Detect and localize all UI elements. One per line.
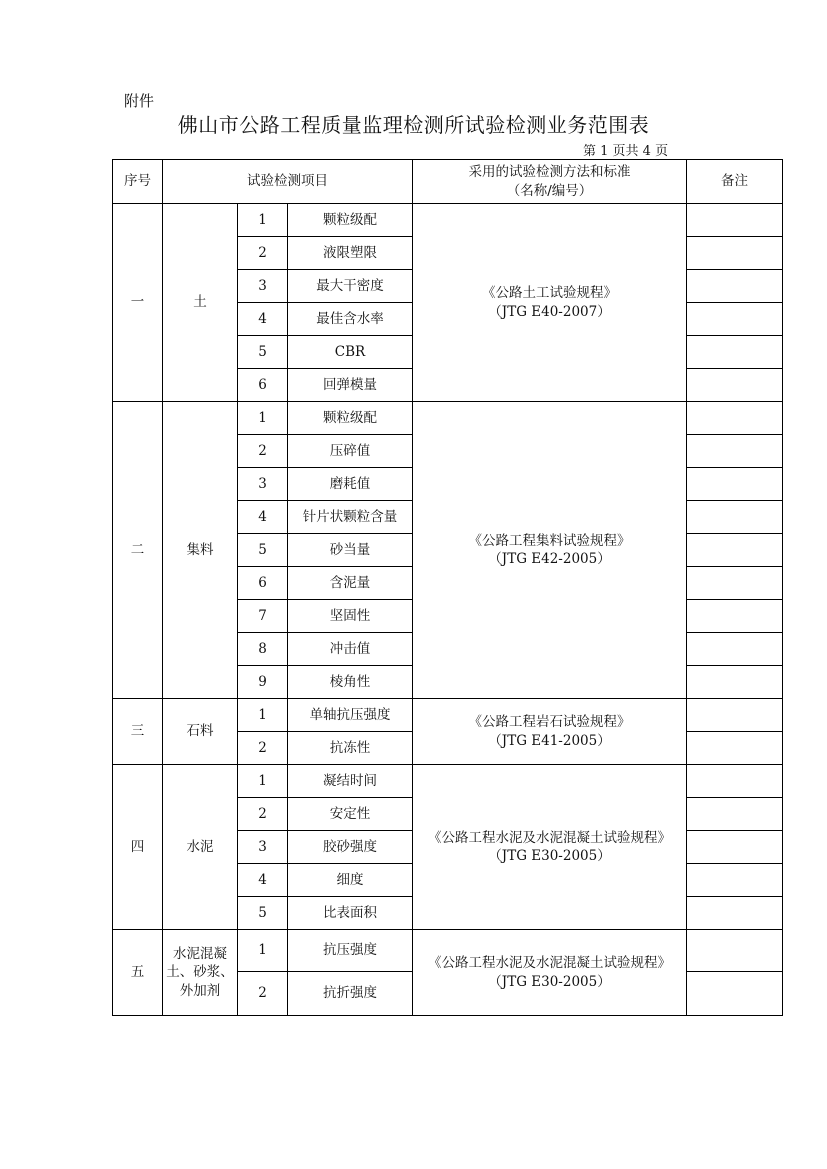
item-number: 1 bbox=[238, 765, 288, 798]
item-number: 2 bbox=[238, 435, 288, 468]
category-line: 土 bbox=[193, 294, 207, 311]
item-name: 安定性 bbox=[288, 798, 413, 831]
remark-cell bbox=[687, 501, 783, 534]
method-code: （JTG E42-2005） bbox=[488, 551, 611, 567]
item-name: 比表面积 bbox=[288, 897, 413, 930]
remark-cell bbox=[687, 666, 783, 699]
item-name: 砂当量 bbox=[288, 534, 413, 567]
item-number: 1 bbox=[238, 930, 288, 972]
item-name: 坚固性 bbox=[288, 600, 413, 633]
item-number: 5 bbox=[238, 897, 288, 930]
remark-cell bbox=[687, 972, 783, 1016]
remark-cell bbox=[687, 699, 783, 732]
header-item: 试验检测项目 bbox=[163, 160, 413, 204]
item-name: 棱角性 bbox=[288, 666, 413, 699]
item-number: 9 bbox=[238, 666, 288, 699]
method-name: 《公路工程水泥及水泥混凝土试验规程》 bbox=[428, 829, 672, 846]
remark-cell bbox=[687, 204, 783, 237]
group-method bbox=[413, 204, 687, 402]
remark-cell bbox=[687, 600, 783, 633]
table-row bbox=[113, 204, 783, 237]
attachment-label: 附件 bbox=[124, 92, 155, 110]
group-category bbox=[163, 402, 238, 699]
item-number: 2 bbox=[238, 237, 288, 270]
remark-cell bbox=[687, 798, 783, 831]
remark-cell bbox=[687, 864, 783, 897]
remark-cell bbox=[687, 930, 783, 972]
remark-cell bbox=[687, 633, 783, 666]
remark-cell bbox=[687, 567, 783, 600]
page-number: 第 1 页共 4 页 bbox=[583, 144, 669, 159]
table-row bbox=[113, 699, 783, 732]
item-number: 4 bbox=[238, 501, 288, 534]
item-name: 最佳含水率 bbox=[288, 303, 413, 336]
item-name: 最大干密度 bbox=[288, 270, 413, 303]
remark-cell bbox=[687, 732, 783, 765]
category-line: 土、砂浆、 bbox=[166, 964, 234, 981]
group-method bbox=[413, 402, 687, 699]
group-index: 三 bbox=[113, 699, 163, 765]
scope-table bbox=[112, 159, 783, 1016]
remark-cell bbox=[687, 336, 783, 369]
remark-cell bbox=[687, 369, 783, 402]
item-number: 4 bbox=[238, 303, 288, 336]
header-method bbox=[413, 160, 687, 204]
item-name: 胶砂强度 bbox=[288, 831, 413, 864]
item-number: 5 bbox=[238, 534, 288, 567]
category-line: 外加剂 bbox=[179, 982, 221, 999]
item-name: 细度 bbox=[288, 864, 413, 897]
item-name: 含泥量 bbox=[288, 567, 413, 600]
group-category bbox=[163, 699, 238, 765]
item-number: 3 bbox=[238, 468, 288, 501]
header-index: 序号 bbox=[113, 160, 163, 204]
group-index: 四 bbox=[113, 765, 163, 930]
page-title: 佛山市公路工程质量监理检测所试验检测业务范围表 bbox=[177, 113, 650, 137]
item-name: 单轴抗压强度 bbox=[288, 699, 413, 732]
remark-cell bbox=[687, 435, 783, 468]
item-name: 回弹模量 bbox=[288, 369, 413, 402]
method-code: （JTG E41-2005） bbox=[488, 732, 611, 749]
category-line: 集料 bbox=[186, 541, 214, 558]
item-number: 1 bbox=[238, 699, 288, 732]
remark-cell bbox=[687, 897, 783, 930]
method-name: 《公路工程集料试验规程》 bbox=[468, 532, 631, 549]
method-code: （JTG E40-2007） bbox=[488, 303, 611, 320]
remark-cell bbox=[687, 468, 783, 501]
group-method bbox=[413, 699, 687, 765]
method-name: 《公路工程水泥及水泥混凝土试验规程》 bbox=[428, 955, 672, 972]
group-method bbox=[413, 930, 687, 1016]
item-number: 6 bbox=[238, 369, 288, 402]
item-number: 1 bbox=[238, 402, 288, 435]
header-method-line2: （名称/编号） bbox=[506, 182, 593, 199]
group-category bbox=[163, 930, 238, 1016]
group-index: 一 bbox=[113, 204, 163, 402]
item-number: 2 bbox=[238, 972, 288, 1016]
item-name: 液限塑限 bbox=[288, 237, 413, 270]
item-name: 压碎值 bbox=[288, 435, 413, 468]
item-number: 3 bbox=[238, 270, 288, 303]
item-number: 7 bbox=[238, 600, 288, 633]
table-row bbox=[113, 930, 783, 972]
item-name: 冲击值 bbox=[288, 633, 413, 666]
method-code: （JTG E30-2005） bbox=[488, 848, 611, 864]
item-number: 2 bbox=[238, 798, 288, 831]
method-name: 《公路土工试验规程》 bbox=[482, 285, 618, 302]
remark-cell bbox=[687, 831, 783, 864]
remark-cell bbox=[687, 765, 783, 798]
item-number: 4 bbox=[238, 864, 288, 897]
item-number: 5 bbox=[238, 336, 288, 369]
item-name: CBR bbox=[288, 336, 413, 369]
item-name: 针片状颗粒含量 bbox=[288, 501, 413, 534]
group-category bbox=[163, 765, 238, 930]
table-row bbox=[113, 765, 783, 798]
remark-cell bbox=[687, 534, 783, 567]
header-method-line1: 采用的试验检测方法和标准 bbox=[468, 164, 631, 181]
group-index: 二 bbox=[113, 402, 163, 699]
table-row bbox=[113, 402, 783, 435]
item-number: 8 bbox=[238, 633, 288, 666]
item-number: 2 bbox=[238, 732, 288, 765]
item-name: 抗折强度 bbox=[288, 972, 413, 1016]
item-name: 颗粒级配 bbox=[288, 402, 413, 435]
method-code: （JTG E30-2005） bbox=[488, 973, 611, 990]
item-number: 3 bbox=[238, 831, 288, 864]
category-line: 水泥混凝 bbox=[173, 946, 227, 963]
item-name: 抗冻性 bbox=[288, 732, 413, 765]
method-name: 《公路工程岩石试验规程》 bbox=[468, 714, 631, 731]
remark-cell bbox=[687, 237, 783, 270]
remark-cell bbox=[687, 402, 783, 435]
remark-cell bbox=[687, 270, 783, 303]
item-name: 凝结时间 bbox=[288, 765, 413, 798]
item-name: 磨耗值 bbox=[288, 468, 413, 501]
item-number: 6 bbox=[238, 567, 288, 600]
item-number: 1 bbox=[238, 204, 288, 237]
item-name: 颗粒级配 bbox=[288, 204, 413, 237]
remark-cell bbox=[687, 303, 783, 336]
header-row bbox=[113, 160, 783, 204]
category-line: 水泥 bbox=[186, 838, 214, 855]
group-category bbox=[163, 204, 238, 402]
category-line: 石料 bbox=[186, 723, 214, 740]
header-remark: 备注 bbox=[687, 160, 783, 204]
group-index: 五 bbox=[113, 930, 163, 1016]
group-method bbox=[413, 765, 687, 930]
item-name: 抗压强度 bbox=[288, 930, 413, 972]
